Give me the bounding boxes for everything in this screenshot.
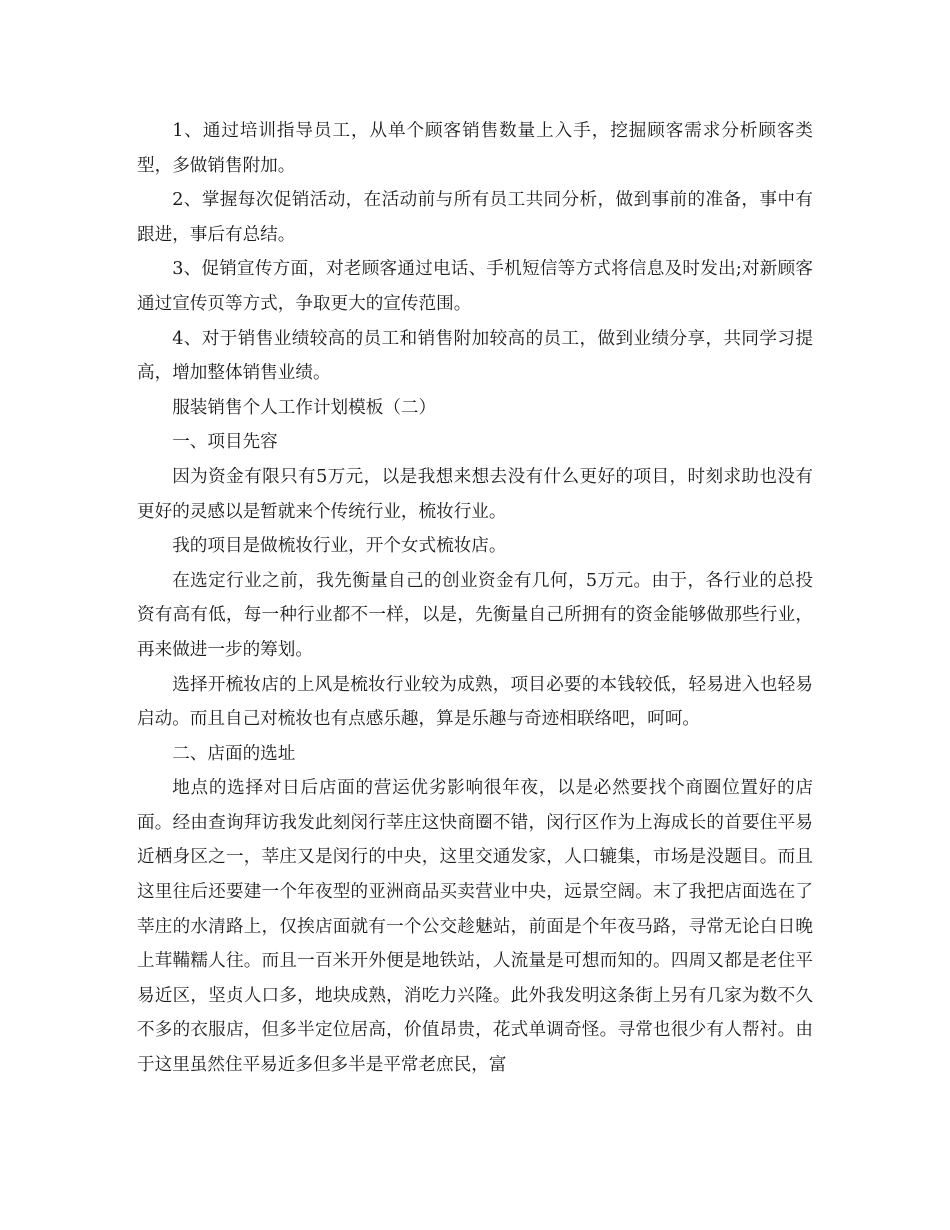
heading-project-intro: 一、项目先容 [172,432,278,453]
document-body [137,114,813,1083]
paragraph-training: 1、通过培训指导员工，从单个顾客销售数量上入手，挖掘顾客需求分析顾客类型，多做销售附加。 [137,121,813,176]
paragraph-location: 地点的选择对日后店面的营运优劣影响很年夜，以是必然要找个商圈位置好的店面。经由查询拜访我发此刻闵行莘庄这快商圈不错，闵行区作为上海成长的首要住平易近栖身区之一，莘庄又是闵行的中央，这里交通发家，人口辘集，市场是没题目。而且这里往后还要建一个年夜型的亚洲商品买卖营业中央，远景空阔。末了我把店面选在了莘庄的水清路上，仅挨店面就有一个公交趁魅站，前面是个年夜马路，寻常无论白日晚上茸鞴糯人往。而且一百米开外便是地铁站，人流量是可想而知的。四周又都是老住平易近区，坚贞人口多，地块成熟，消吃力兴隆。此外我发明这条街上另有几家为数不久不多的衣服店，但多半定位居高，价值昂贵，花式单调奇怪。寻常也很少有人帮衬。由于这里虽然住平易近多但多半是平常老庶民，富 [137,778,813,1076]
paragraph-funds: 因为资金有限只有5万元，以是我想来想去没有什么更好的项目，时刻求助也没有更好的灵感以是暂就来个传统行业，梳妆行业。 [137,466,813,522]
paragraph-project: 我的项目是做梳妆行业，开个女式梳妆店。 [172,536,507,557]
paragraph-publicity: 3、促销宣传方面，对老顾客通过电话、手机短信等方式将信息及时发出;对新顾客通过宣传页等方式，争取更大的宣传范围。 [137,259,813,314]
paragraph-industry-selection: 在选定行业之前，我先衡量自己的创业资金有几何，5万元。由于，各行业的总投资有高有低，每一种行业都不一样，以是，先衡量自己所拥有的资金能够做那些行业，再来做进一步的筹划。 [137,570,813,660]
paragraph-advantages: 选择开梳妆店的上风是梳妆行业较为成熟，项目必要的本钱较低，轻易进入也轻易启动。而且自己对梳妆也有点感乐趣，算是乐趣与奇迹相联络吧，呵呵。 [137,674,813,730]
section-title: 服装销售个人工作计划模板（二） [172,397,437,418]
paragraph-promotion: 2、掌握每次促销活动，在活动前与所有员工共同分析，做到事前的准备，事中有跟进，事后有总结。 [137,190,813,245]
paragraph-performance: 4、对于销售业绩较高的员工和销售附加较高的员工，做到业绩分享，共同学习提高，增加整体销售业绩。 [137,328,813,384]
heading-store-location: 二、店面的选址 [172,743,296,764]
